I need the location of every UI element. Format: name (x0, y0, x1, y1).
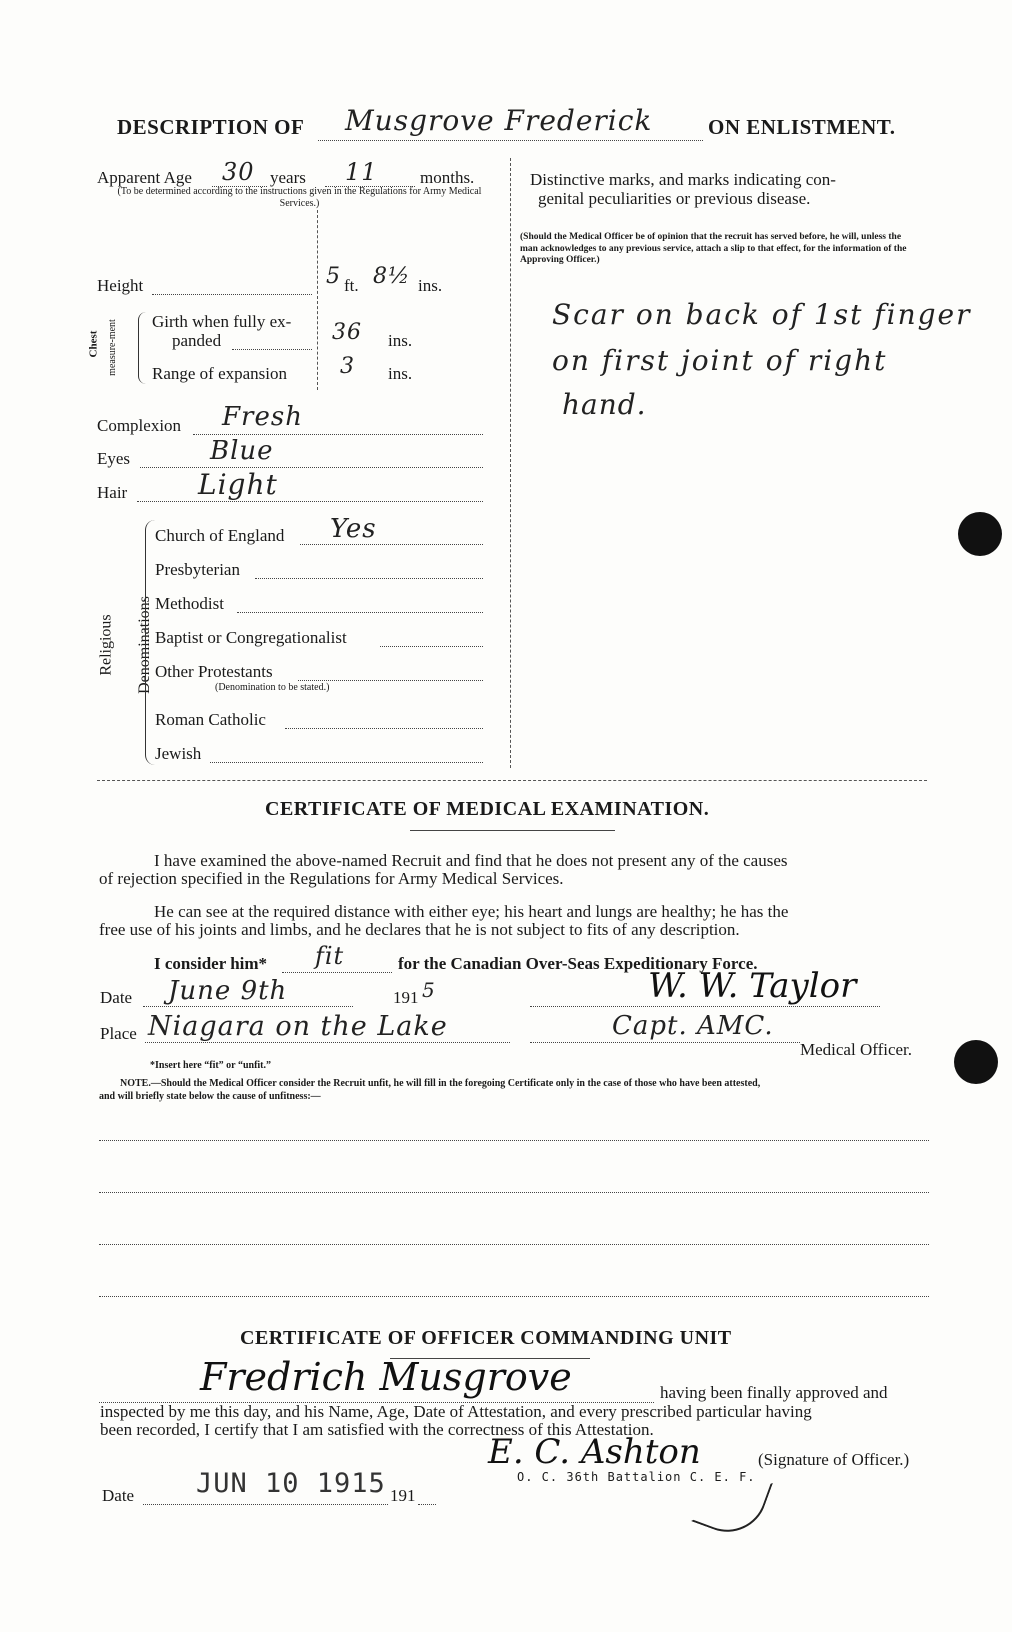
marks-line-2: on first joint of right (552, 344, 888, 377)
medical-consider-line (282, 972, 392, 973)
medical-place-line (145, 1042, 510, 1043)
rel-roman-catholic-line (285, 728, 483, 729)
medical-officer-label: Medical Officer. (800, 1040, 913, 1059)
medical-date-line (143, 1006, 353, 1007)
rel-other-note: (Denomination to be stated.) (215, 682, 330, 693)
commanding-year-line (418, 1504, 436, 1505)
chest-side-label-1: Chest (87, 330, 100, 358)
rel-presbyterian-label: Presbyterian (155, 560, 240, 579)
rel-other-line (298, 680, 483, 681)
chest-side-label-2: measure-ment (106, 319, 118, 376)
range-unit: ins. (388, 364, 413, 383)
range-label: Range of expansion (152, 364, 288, 383)
rel-church-of-england-label: Church of England (155, 526, 285, 545)
age-years-value: 30 (222, 158, 255, 186)
medical-place-label: Place (100, 1024, 137, 1043)
rel-methodist-line (237, 612, 483, 613)
complexion-line (193, 434, 483, 435)
religion-side-label-2: Denominations (135, 596, 153, 694)
punch-hole-lower (954, 1040, 998, 1084)
commanding-date-line (143, 1504, 388, 1505)
medical-signature-rank: Capt. AMC. (612, 1011, 774, 1041)
header-prefix: DESCRIPTION OF (117, 115, 305, 139)
medical-title: CERTIFICATE OF MEDICAL EXAMINATION. (265, 798, 710, 820)
hair-line (137, 501, 483, 502)
commanding-date-label: Date (102, 1486, 135, 1505)
rel-roman-catholic-label: Roman Catholic (155, 710, 266, 729)
height-feet-value: 5 (326, 264, 341, 289)
medical-consider-label: I consider him* (154, 954, 268, 973)
rel-church-of-england-line (300, 544, 483, 545)
commanding-signature-label: (Signature of Officer.) (758, 1450, 910, 1469)
girth-line (232, 349, 312, 350)
girth-unit: ins. (388, 331, 413, 350)
column-divider (510, 158, 511, 768)
girth-label-2: panded (172, 331, 222, 350)
section-divider-1 (97, 780, 927, 781)
age-note: (To be determined according to the instructions given in the Regulations for Army Medical Services.) (117, 186, 482, 209)
commanding-year-printed: 191 (390, 1486, 416, 1505)
medical-para-1b: of rejection specified in the Regulations for Army Medical Services. (99, 869, 564, 888)
complexion-label: Complexion (97, 416, 182, 435)
eyes-value: Blue (210, 436, 274, 466)
header-name-line (318, 140, 703, 141)
header-name: Musgrove Frederick (345, 104, 653, 137)
medical-date-label: Date (100, 988, 133, 1007)
rel-jewish-label: Jewish (155, 744, 202, 763)
unfitness-line-4 (99, 1296, 929, 1297)
marks-line-3: hand. (562, 388, 647, 421)
commanding-signature: E. C. Ashton (488, 1432, 701, 1472)
medical-para-1a: I have examined the above-named Recruit and find that he does not present any of the causes (154, 851, 788, 870)
header-suffix: ON ENLISTMENT. (708, 115, 896, 139)
complexion-value: Fresh (222, 402, 303, 432)
eyes-line (140, 467, 483, 468)
marks-heading-1: Distinctive marks, and marks indicating con- (530, 170, 836, 189)
religion-side-label (97, 580, 153, 710)
rel-presbyterian-line (255, 578, 483, 579)
height-ins-label: ins. (418, 276, 443, 295)
commanding-para-2: inspected by me this day, and his Name, Age, Date of Attestation, and every prescribed particular having (100, 1402, 812, 1421)
chest-brace (138, 312, 149, 384)
rel-church-of-england-value: Yes (330, 514, 377, 544)
medical-note-1: NOTE.—Should the Medical Officer consider the Recruit unfit, he will fill in the foregoing Certificate only in the case of those who have been attested, (120, 1078, 761, 1089)
rel-methodist-label: Methodist (155, 594, 224, 613)
unfitness-line-3 (99, 1244, 929, 1245)
age-months-value: 11 (345, 158, 378, 186)
marks-line-1: Scar on back of 1st finger (552, 298, 972, 331)
marks-note: (Should the Medical Officer be of opinion that the recruit has served before, he will, unless the man acknowledges to any previous service, attach a slip to that effect, for the information of the Approving Officer.) (520, 232, 907, 265)
unfitness-line-1 (99, 1140, 929, 1141)
height-label: Height (97, 276, 144, 295)
commanding-para-1: having been finally approved and (660, 1383, 888, 1402)
commanding-title: CERTIFICATE OF OFFICER COMMANDING UNIT (240, 1327, 732, 1349)
commanding-stamp-unit: O. C. 36th Battalion C. E. F. (517, 1470, 756, 1484)
medical-consider-suffix: for the Canadian Over-Seas Expeditionary Force. (398, 954, 758, 973)
girth-value: 36 (332, 320, 362, 345)
medical-signature: W. W. Taylor (648, 966, 857, 1006)
hair-value: Light (198, 468, 278, 501)
medical-year-printed: 191 (393, 988, 419, 1007)
height-ft-label: ft. (344, 276, 359, 295)
medical-title-underline (410, 830, 615, 831)
unfitness-line-2 (99, 1192, 929, 1193)
medical-date-value: June 9th (168, 976, 288, 1006)
height-divider (317, 210, 318, 390)
medical-para-2b: free use of his joints and limbs, and he declares that he is not subject to fits of any description. (99, 920, 740, 939)
eyes-label: Eyes (97, 449, 131, 468)
age-years-label: years (270, 168, 306, 187)
rel-baptist-line (380, 646, 483, 647)
marks-heading-2: genital peculiarities or previous disease. (538, 189, 811, 208)
commanding-name: Fredrich Musgrove (200, 1355, 572, 1399)
commanding-date-stamp: JUN 10 1915 (196, 1468, 386, 1499)
medical-year-written: 5 (422, 978, 436, 1002)
religion-side-label-1: Religious (97, 614, 115, 676)
commanding-para-3: been recorded, I certify that I am satisfied with the correctness of this Attestation. (100, 1420, 654, 1439)
girth-label-1: Girth when fully ex- (152, 312, 292, 331)
height-line (152, 294, 312, 295)
rel-other-label: Other Protestants (155, 662, 273, 681)
medical-insert-note: *Insert here “fit” or “unfit.” (150, 1060, 272, 1071)
medical-signature-line (530, 1006, 880, 1007)
rel-baptist-label: Baptist or Congregationalist (155, 628, 347, 647)
range-value: 3 (340, 354, 355, 379)
medical-rank-line (530, 1042, 800, 1043)
medical-para-2a: He can see at the required distance with either eye; his heart and lungs are healthy; he has the (154, 902, 789, 921)
rel-jewish-line (210, 762, 483, 763)
medical-note-2: and will briefly state below the cause of unfitness:— (99, 1091, 321, 1102)
chest-side-label (87, 312, 134, 382)
age-label: Apparent Age (97, 168, 192, 187)
hair-label: Hair (97, 483, 128, 502)
punch-hole-upper (958, 512, 1002, 556)
medical-consider-value: fit (315, 942, 345, 970)
height-inches-value: 8½ (373, 264, 411, 289)
medical-place-value: Niagara on the Lake (148, 1011, 448, 1042)
age-months-label: months. (420, 168, 475, 187)
